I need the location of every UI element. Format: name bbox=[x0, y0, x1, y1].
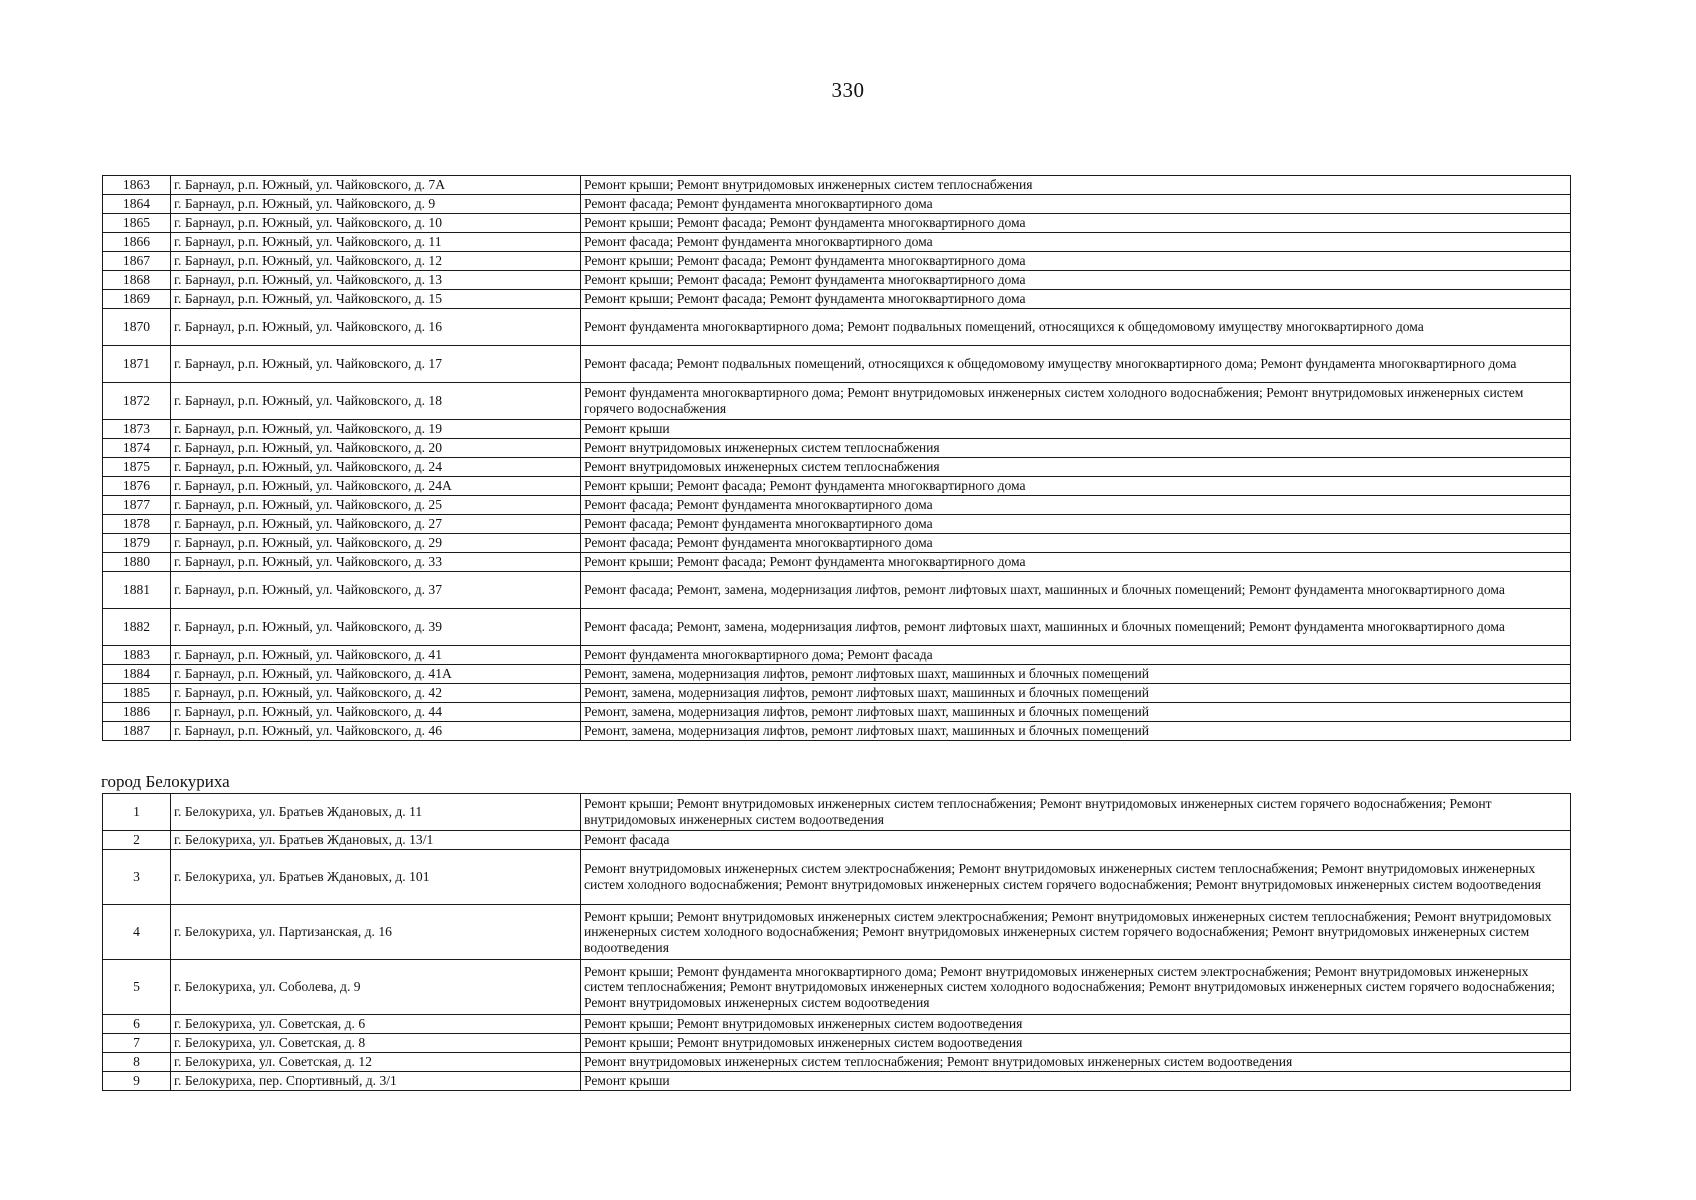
table-row bbox=[103, 346, 1571, 383]
row-number-cell: 1885 bbox=[103, 684, 171, 703]
table-row bbox=[103, 271, 1571, 290]
table-row bbox=[103, 477, 1571, 496]
address-cell: г. Барнаул, р.п. Южный, ул. Чайковского, д. 13 bbox=[171, 271, 581, 290]
address-cell: г. Белокуриха, ул. Братьев Ждановых, д. 11 bbox=[171, 794, 581, 831]
address-cell: г. Барнаул, р.п. Южный, ул. Чайковского, д. 46 bbox=[171, 722, 581, 741]
belokurikha-repair-table bbox=[102, 793, 1571, 1091]
table-row bbox=[103, 831, 1571, 850]
address-cell: г. Барнаул, р.п. Южный, ул. Чайковского, д. 25 bbox=[171, 496, 581, 515]
works-cell: Ремонт фасада; Ремонт фундамента многоквартирного дома bbox=[581, 534, 1571, 553]
row-number-cell: 1 bbox=[103, 794, 171, 831]
works-cell: Ремонт крыши bbox=[581, 420, 1571, 439]
address-cell: г. Барнаул, р.п. Южный, ул. Чайковского, д. 7А bbox=[171, 176, 581, 195]
works-cell: Ремонт крыши; Ремонт фундамента многоквартирного дома; Ремонт внутридомовых инженерных систем электроснабжения; Ремонт внутридомовых инженерных систем теплоснабжения; Ремонт внутридомовых инженерных систем холодного водоснабжения; Ремонт внутридомовых инженерных систем горячего водоснабжения; Ремонт внутридомовых инженерных систем водоотведения bbox=[581, 960, 1571, 1015]
address-cell: г. Барнаул, р.п. Южный, ул. Чайковского, д. 29 bbox=[171, 534, 581, 553]
row-number-cell: 1879 bbox=[103, 534, 171, 553]
table-row bbox=[103, 850, 1571, 905]
address-cell: г. Барнаул, р.п. Южный, ул. Чайковского, д. 18 bbox=[171, 383, 581, 420]
works-cell: Ремонт внутридомовых инженерных систем теплоснабжения bbox=[581, 458, 1571, 477]
address-cell: г. Барнаул, р.п. Южный, ул. Чайковского, д. 12 bbox=[171, 252, 581, 271]
row-number-cell: 1868 bbox=[103, 271, 171, 290]
address-cell: г. Барнаул, р.п. Южный, ул. Чайковского, д. 11 bbox=[171, 233, 581, 252]
row-number-cell: 1866 bbox=[103, 233, 171, 252]
row-number-cell: 1867 bbox=[103, 252, 171, 271]
row-number-cell: 1875 bbox=[103, 458, 171, 477]
works-cell: Ремонт фасада; Ремонт, замена, модернизация лифтов, ремонт лифтовых шахт, машинных и блочных помещений; Ремонт фундамента многоквартирного дома bbox=[581, 609, 1571, 646]
works-cell: Ремонт фасада; Ремонт фундамента многоквартирного дома bbox=[581, 233, 1571, 252]
table-row bbox=[103, 722, 1571, 741]
works-cell: Ремонт крыши; Ремонт внутридомовых инженерных систем водоотведения bbox=[581, 1034, 1571, 1053]
address-cell: г. Барнаул, р.п. Южный, ул. Чайковского, д. 9 bbox=[171, 195, 581, 214]
table-row bbox=[103, 233, 1571, 252]
row-number-cell: 8 bbox=[103, 1053, 171, 1072]
table-row bbox=[103, 534, 1571, 553]
works-cell: Ремонт, замена, модернизация лифтов, ремонт лифтовых шахт, машинных и блочных помещений bbox=[581, 703, 1571, 722]
row-number-cell: 1870 bbox=[103, 309, 171, 346]
address-cell: г. Барнаул, р.п. Южный, ул. Чайковского, д. 33 bbox=[171, 553, 581, 572]
row-number-cell: 1865 bbox=[103, 214, 171, 233]
address-cell: г. Белокуриха, ул. Братьев Ждановых, д. 13/1 bbox=[171, 831, 581, 850]
row-number-cell: 1873 bbox=[103, 420, 171, 439]
row-number-cell: 1871 bbox=[103, 346, 171, 383]
row-number-cell: 1882 bbox=[103, 609, 171, 646]
table-row bbox=[103, 383, 1571, 420]
row-number-cell: 1886 bbox=[103, 703, 171, 722]
address-cell: г. Барнаул, р.п. Южный, ул. Чайковского, д. 10 bbox=[171, 214, 581, 233]
address-cell: г. Барнаул, р.п. Южный, ул. Чайковского, д. 27 bbox=[171, 515, 581, 534]
works-cell: Ремонт крыши; Ремонт внутридомовых инженерных систем теплоснабжения bbox=[581, 176, 1571, 195]
table-row bbox=[103, 458, 1571, 477]
row-number-cell: 1876 bbox=[103, 477, 171, 496]
works-cell: Ремонт фундамента многоквартирного дома; Ремонт подвальных помещений, относящихся к общедомовому имуществу многоквартирного дома bbox=[581, 309, 1571, 346]
works-cell: Ремонт крыши; Ремонт фасада; Ремонт фундамента многоквартирного дома bbox=[581, 290, 1571, 309]
row-number-cell: 5 bbox=[103, 960, 171, 1015]
table-row bbox=[103, 905, 1571, 960]
works-cell: Ремонт крыши; Ремонт фасада; Ремонт фундамента многоквартирного дома bbox=[581, 214, 1571, 233]
table-row bbox=[103, 684, 1571, 703]
table-row bbox=[103, 960, 1571, 1015]
barnaul-table-body bbox=[103, 176, 1571, 741]
table-row bbox=[103, 1015, 1571, 1034]
barnaul-repair-table bbox=[102, 175, 1571, 741]
table-row bbox=[103, 1053, 1571, 1072]
table-row bbox=[103, 176, 1571, 195]
address-cell: г. Белокуриха, ул. Советская, д. 8 bbox=[171, 1034, 581, 1053]
table-row bbox=[103, 609, 1571, 646]
section-heading: город Белокуриха bbox=[101, 772, 230, 791]
table-row bbox=[103, 420, 1571, 439]
address-cell: г. Барнаул, р.п. Южный, ул. Чайковского, д. 16 bbox=[171, 309, 581, 346]
address-cell: г. Белокуриха, ул. Братьев Ждановых, д. 101 bbox=[171, 850, 581, 905]
address-cell: г. Барнаул, р.п. Южный, ул. Чайковского, д. 19 bbox=[171, 420, 581, 439]
table-row bbox=[103, 553, 1571, 572]
table-row bbox=[103, 646, 1571, 665]
row-number-cell: 6 bbox=[103, 1015, 171, 1034]
address-cell: г. Барнаул, р.п. Южный, ул. Чайковского, д. 39 bbox=[171, 609, 581, 646]
row-number-cell: 1874 bbox=[103, 439, 171, 458]
row-number-cell: 2 bbox=[103, 831, 171, 850]
address-cell: г. Белокуриха, пер. Спортивный, д. 3/1 bbox=[171, 1072, 581, 1091]
table-row bbox=[103, 195, 1571, 214]
belokurikha-table-body bbox=[103, 794, 1571, 1091]
works-cell: Ремонт фундамента многоквартирного дома; Ремонт внутридомовых инженерных систем холодного водоснабжения; Ремонт внутридомовых инженерных систем горячего водоснабжения bbox=[581, 383, 1571, 420]
address-cell: г. Белокуриха, ул. Партизанская, д. 16 bbox=[171, 905, 581, 960]
row-number-cell: 1880 bbox=[103, 553, 171, 572]
works-cell: Ремонт крыши; Ремонт внутридомовых инженерных систем водоотведения bbox=[581, 1015, 1571, 1034]
address-cell: г. Барнаул, р.п. Южный, ул. Чайковского, д. 41А bbox=[171, 665, 581, 684]
row-number-cell: 9 bbox=[103, 1072, 171, 1091]
address-cell: г. Барнаул, р.п. Южный, ул. Чайковского, д. 41 bbox=[171, 646, 581, 665]
works-cell: Ремонт крыши; Ремонт фасада; Ремонт фундамента многоквартирного дома bbox=[581, 252, 1571, 271]
table-row bbox=[103, 1034, 1571, 1053]
table-row bbox=[103, 1072, 1571, 1091]
row-number-cell: 1884 bbox=[103, 665, 171, 684]
works-cell: Ремонт, замена, модернизация лифтов, ремонт лифтовых шахт, машинных и блочных помещений bbox=[581, 722, 1571, 741]
works-cell: Ремонт крыши; Ремонт фасада; Ремонт фундамента многоквартирного дома bbox=[581, 271, 1571, 290]
table-row bbox=[103, 214, 1571, 233]
table-row bbox=[103, 794, 1571, 831]
row-number-cell: 1869 bbox=[103, 290, 171, 309]
works-cell: Ремонт крыши; Ремонт фасада; Ремонт фундамента многоквартирного дома bbox=[581, 553, 1571, 572]
address-cell: г. Барнаул, р.п. Южный, ул. Чайковского, д. 24 bbox=[171, 458, 581, 477]
works-cell: Ремонт внутридомовых инженерных систем электроснабжения; Ремонт внутридомовых инженерных систем теплоснабжения; Ремонт внутридомовых инженерных систем холодного водоснабжения; Ремонт внутридомовых инженерных систем горячего водоснабжения; Ремонт внутридомовых инженерных систем водоотведения bbox=[581, 850, 1571, 905]
row-number-cell: 3 bbox=[103, 850, 171, 905]
table-row bbox=[103, 309, 1571, 346]
works-cell: Ремонт фасада; Ремонт подвальных помещений, относящихся к общедомовому имуществу многоквартирного дома; Ремонт фундамента многоквартирного дома bbox=[581, 346, 1571, 383]
table-row bbox=[103, 496, 1571, 515]
address-cell: г. Барнаул, р.п. Южный, ул. Чайковского, д. 15 bbox=[171, 290, 581, 309]
table-row bbox=[103, 290, 1571, 309]
works-cell: Ремонт фасада bbox=[581, 831, 1571, 850]
page-number: 330 bbox=[831, 78, 865, 102]
row-number-cell: 1877 bbox=[103, 496, 171, 515]
address-cell: г. Белокуриха, ул. Соболева, д. 9 bbox=[171, 960, 581, 1015]
table-row bbox=[103, 439, 1571, 458]
row-number-cell: 1872 bbox=[103, 383, 171, 420]
works-cell: Ремонт фундамента многоквартирного дома; Ремонт фасада bbox=[581, 646, 1571, 665]
works-cell: Ремонт фасада; Ремонт, замена, модернизация лифтов, ремонт лифтовых шахт, машинных и блочных помещений; Ремонт фундамента многоквартирного дома bbox=[581, 572, 1571, 609]
works-cell: Ремонт крыши bbox=[581, 1072, 1571, 1091]
works-cell: Ремонт, замена, модернизация лифтов, ремонт лифтовых шахт, машинных и блочных помещений bbox=[581, 684, 1571, 703]
works-cell: Ремонт фасада; Ремонт фундамента многоквартирного дома bbox=[581, 195, 1571, 214]
row-number-cell: 1863 bbox=[103, 176, 171, 195]
works-cell: Ремонт крыши; Ремонт фасада; Ремонт фундамента многоквартирного дома bbox=[581, 477, 1571, 496]
address-cell: г. Барнаул, р.п. Южный, ул. Чайковского, д. 37 bbox=[171, 572, 581, 609]
address-cell: г. Белокуриха, ул. Советская, д. 6 bbox=[171, 1015, 581, 1034]
row-number-cell: 1883 bbox=[103, 646, 171, 665]
row-number-cell: 1887 bbox=[103, 722, 171, 741]
address-cell: г. Белокуриха, ул. Советская, д. 12 bbox=[171, 1053, 581, 1072]
works-cell: Ремонт крыши; Ремонт внутридомовых инженерных систем электроснабжения; Ремонт внутридомовых инженерных систем теплоснабжения; Ремонт внутридомовых инженерных систем холодного водоснабжения; Ремонт внутридомовых инженерных систем горячего водоснабжения; Ремонт внутридомовых инженерных систем водоотведения bbox=[581, 905, 1571, 960]
row-number-cell: 1878 bbox=[103, 515, 171, 534]
row-number-cell: 1881 bbox=[103, 572, 171, 609]
table-row bbox=[103, 572, 1571, 609]
table-row bbox=[103, 703, 1571, 722]
works-cell: Ремонт фасада; Ремонт фундамента многоквартирного дома bbox=[581, 496, 1571, 515]
works-cell: Ремонт крыши; Ремонт внутридомовых инженерных систем теплоснабжения; Ремонт внутридомовых инженерных систем горячего водоснабжения; Ремонт внутридомовых инженерных систем водоотведения bbox=[581, 794, 1571, 831]
row-number-cell: 1864 bbox=[103, 195, 171, 214]
works-cell: Ремонт, замена, модернизация лифтов, ремонт лифтовых шахт, машинных и блочных помещений bbox=[581, 665, 1571, 684]
table-row bbox=[103, 515, 1571, 534]
table-row bbox=[103, 665, 1571, 684]
address-cell: г. Барнаул, р.п. Южный, ул. Чайковского, д. 42 bbox=[171, 684, 581, 703]
address-cell: г. Барнаул, р.п. Южный, ул. Чайковского, д. 24А bbox=[171, 477, 581, 496]
works-cell: Ремонт внутридомовых инженерных систем теплоснабжения; Ремонт внутридомовых инженерных систем водоотведения bbox=[581, 1053, 1571, 1072]
address-cell: г. Барнаул, р.п. Южный, ул. Чайковского, д. 44 bbox=[171, 703, 581, 722]
address-cell: г. Барнаул, р.п. Южный, ул. Чайковского, д. 17 bbox=[171, 346, 581, 383]
row-number-cell: 4 bbox=[103, 905, 171, 960]
row-number-cell: 7 bbox=[103, 1034, 171, 1053]
table-row bbox=[103, 252, 1571, 271]
works-cell: Ремонт фасада; Ремонт фундамента многоквартирного дома bbox=[581, 515, 1571, 534]
address-cell: г. Барнаул, р.п. Южный, ул. Чайковского, д. 20 bbox=[171, 439, 581, 458]
works-cell: Ремонт внутридомовых инженерных систем теплоснабжения bbox=[581, 439, 1571, 458]
